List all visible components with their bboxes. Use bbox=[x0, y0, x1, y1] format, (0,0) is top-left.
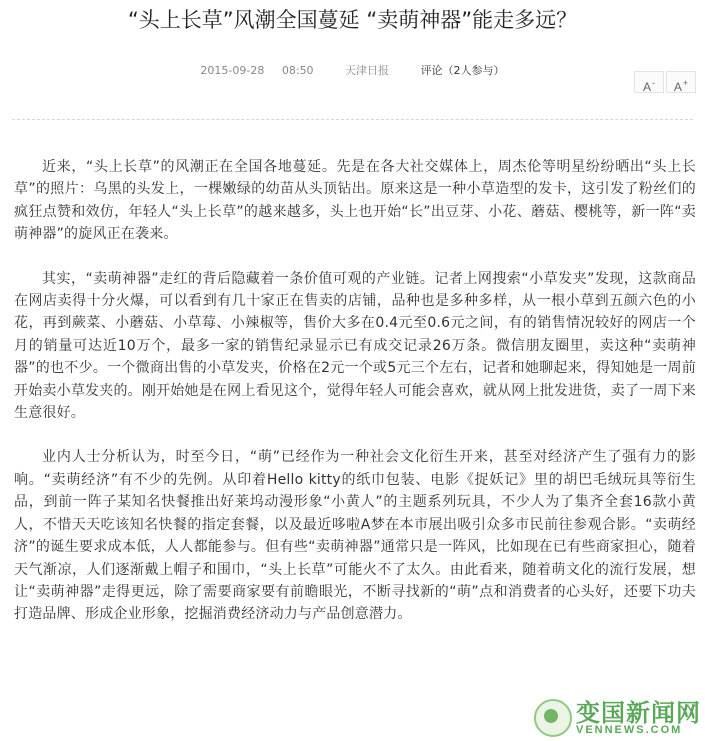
article-paragraph: 其实，“卖萌神器”走红的背后隐藏着一条价值可观的产业链。记者上网搜索“小草发夹”发现，这款商品在网店卖得十分火爆，可以看到有几十家正在售卖的店铺，品种也是多种多样，从一根小草到五颜六色的小花，再到蕨菜、小蘑菇、小草莓、小辣椒等，售价大多在0.4元至0.6元之间，有的销售情况较好的网店一个月的销量可达近10万个，最多一家的销售纪录显示已有成交记录26万条。微信朋友圈里，卖这种“卖萌神器”的也不少。一个微商出售的小草发夹，价格在2元一个或5元三个左右，记者和她聊起来，得知她是一周前开始卖小草发夹的。刚开始她是在网上看见这个，觉得年轻人可能会喜欢，就从网上批发进货，卖了一周下来生意很好。 bbox=[14, 270, 696, 422]
font-increase-button[interactable] bbox=[666, 71, 696, 93]
header-divider bbox=[12, 119, 693, 120]
plus-icon: + bbox=[682, 78, 689, 88]
font-increase-label: A bbox=[673, 80, 682, 94]
watermark-text bbox=[576, 698, 701, 736]
article-paragraph: 近来，“头上长草”的风潮正在全国各地蔓延。先是在各大社交媒体上，周杰伦等明星纷纷晒出“头上长草”的照片：乌黑的头发上，一棵嫩绿的幼苗从头顶钻出。原来这是一种小草造型的发卡，这引发了粉丝们的疯狂点赞和效仿，年轻人“头上长草”的越来越多，头上也开始“长”出豆芽、小花、蘑菇、樱桃等，新一阵“卖萌神器”的旋风正在袭来。 bbox=[14, 159, 696, 243]
font-decrease-button[interactable] bbox=[634, 71, 664, 93]
article-body bbox=[14, 156, 696, 648]
site-watermark bbox=[534, 699, 701, 737]
article-paragraph: 业内人士分析认为，时至今日，“萌”已经作为一种社会文化衍生开来，甚至对经济产生了强有力的影响。“卖萌经济”有不少的先例。从印着Hello kitty的纸巾包装、电影《捉妖记》里的胡巴毛绒玩具等衍生品，到前一阵子某知名快餐推出好莱坞动漫形象“小黄人”的主题系列玩具，不少人为了集齐全套16款小黄人，不惜天天吃该知名快餐的指定套餐，以及最近哆啦A梦在本市展出吸引众多市民前往参观合影。“卖萌经济”的诞生要求成本低，人人都能参与。但有些“卖萌神器”通常只是一阵风，比如现在已有些商家担心，随着天气渐凉，人们逐渐戴上帽子和围巾，“头上长草”可能火不了太久。由此看来，随着萌文化的流行发展，想让“卖萌神器”走得更远，除了需要商家要有前瞻眼光，不断寻找新的“萌”点和消费者的心头好，还要下功夫打造品牌、形成企业形象，挖掘消费经济动力与产品创意潜力。 bbox=[14, 449, 696, 623]
minus-icon: - bbox=[652, 78, 655, 88]
watermark-logo-icon bbox=[534, 699, 572, 737]
article-meta bbox=[0, 64, 705, 78]
publish-date: 2015-09-28 bbox=[200, 64, 265, 77]
watermark-cn: 变国新闻网 bbox=[576, 698, 701, 727]
watermark-en: VENNEWS.COM bbox=[576, 723, 683, 736]
article-source: 天津日报 bbox=[345, 64, 390, 77]
font-size-controls bbox=[634, 71, 696, 93]
publish-time: 08:50 bbox=[281, 64, 314, 77]
comments-link[interactable]: 评论（2人参与） bbox=[420, 64, 505, 77]
font-decrease-label: A bbox=[642, 80, 651, 94]
article-title: “头上长草”风潮全国蔓延 “卖萌神器”能走多远？ bbox=[127, 8, 578, 32]
